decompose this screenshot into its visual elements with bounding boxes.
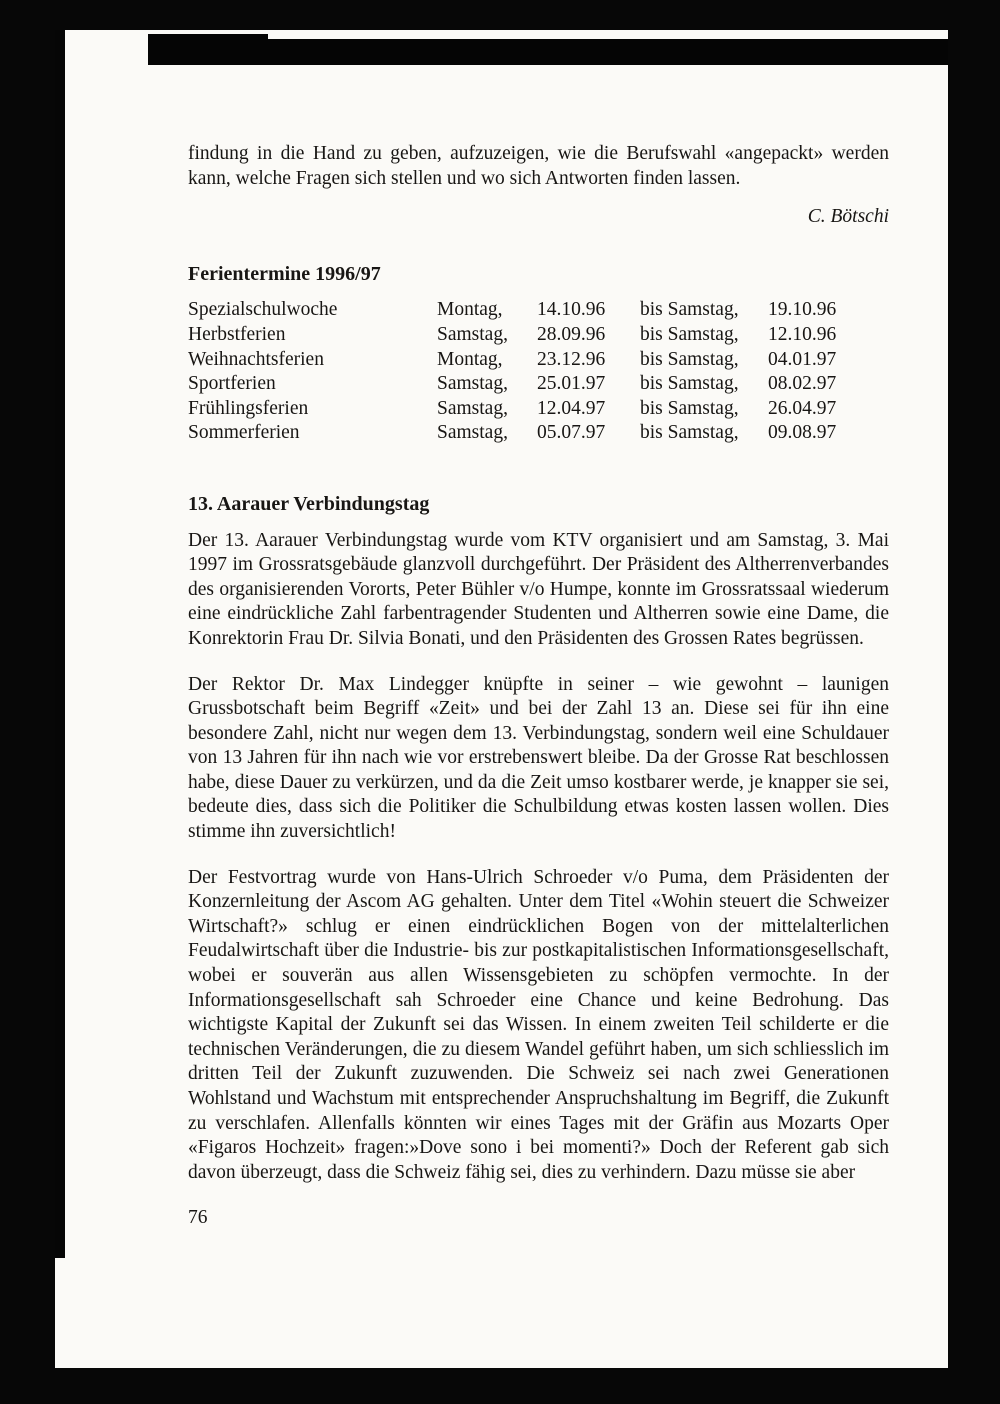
section-paragraph-1: Der 13. Aarauer Verbindungstag wurde vom KTV organisiert und am Samstag, 3. Mai 1997 im Grossratsgebäude glanzvoll durchgeführt. Der Präsident des Altherrenverbandes des organisierenden Vororts, Peter Bühler v/o Humpe, konnte im Grossratssaal wiederum eine eindrückliche Zahl farbentragender Studenten und Altherren sowie eine Dame, die Konrektorin Frau Dr. Silvia Bonati, und den Präsidenten des Grossen Rates begrüssen.	[188, 529, 889, 649]
ferien-start-date: 05.07.97	[537, 422, 606, 444]
ferien-start-date: 25.01.97	[537, 373, 606, 395]
ferien-row	[188, 397, 889, 422]
ferien-end-date: 08.02.97	[768, 373, 837, 395]
ferien-name: Sommerferien	[188, 422, 300, 444]
ferien-table	[188, 298, 889, 446]
author-signature: C. Bötschi	[807, 206, 889, 228]
ferien-name: Frühlingsferien	[188, 397, 309, 419]
ferien-end-date: 09.08.97	[768, 422, 837, 444]
ferien-bis: bis Samstag,	[640, 397, 739, 419]
page-number: 76	[188, 1207, 208, 1229]
ferien-start-day: Samstag,	[437, 323, 508, 345]
ferien-heading: Ferientermine 1996/97	[188, 262, 381, 285]
ferien-end-date: 04.01.97	[768, 348, 837, 370]
ferien-start-day: Montag,	[437, 348, 503, 370]
ferien-name: Sportferien	[188, 373, 276, 395]
ferien-start-date: 12.04.97	[537, 397, 606, 419]
ferien-name: Herbstferien	[188, 323, 286, 345]
ferien-row	[188, 372, 889, 397]
ferien-end-date: 12.10.96	[768, 323, 837, 345]
ferien-bis: bis Samstag,	[640, 373, 739, 395]
intro-paragraph: findung in die Hand zu geben, aufzuzeigen, wie die Berufswahl «angepackt» werden kann, welche Fragen sich stellen und wo sich Antworten finden lassen.	[188, 143, 889, 189]
ferien-row	[188, 421, 889, 446]
ferien-row	[188, 323, 889, 348]
ferien-start-date: 23.12.96	[537, 348, 606, 370]
page-content	[188, 142, 889, 1231]
ferien-start-date: 14.10.96	[537, 299, 606, 321]
section-paragraph-2: Der Rektor Dr. Max Lindegger knüpfte in seiner – wie gewohnt – launigen Grussbotschaft beim Begriff «Zeit» und bei der Zahl 13 an. Diese sei für ihn eine besondere Zahl, nicht nur wegen dem 13. Verbindungstag, sondern weil eine Schuldauer von 13 Jahren für ihn nach wie vor erstrebenswert bleibe. Da der Grosse Rat beschlossen habe, diese Dauer zu verkürzen, und da die Zeit umso kostbarer werde, je knapper sie sei, bedeute dies, dass sich die Politiker die Schulbildung etwas kosten lassen wollen. Dies stimme ihn zuversichtlich!	[188, 673, 889, 843]
ferien-bis: bis Samstag,	[640, 299, 739, 321]
section-paragraph-3: Der Festvortrag wurde von Hans-Ulrich Schroeder v/o Puma, dem Präsidenten der Konzernleitung der Ascom AG gehalten. Unter dem Titel «Wohin steuert die Schweizer Wirtschaft?» schlug er einen eindrücklichen Bogen von der mittelalterlichen Feudalwirtschaft über die Industrie- bis zur postkapitalistischen Informationsgesellschaft, wobei er souverän aus allen Wissensgebieten zu schöpfen vermochte. In der Informationsgesellschaft sah Schroeder eine Chance und keine Bedrohung. Das wichtigste Kapital der Zukunft sei das Wissen. In einem zweiten Teil schilderte er die technischen Veränderungen, die zu diesem Wandel geführt haben, um sich schliesslich im dritten Teil der Zukunft zuzuwenden. Die Schweiz sei nach zwei Generationen Wohlstand und Wachstum mit entsprechender Anspruchshaltung im Begriff, die Zukunft zu verschlafen. Allenfalls könnten wir eines Tages mit der Gräfin aus Mozarts Oper «Figaros Hochzeit» fragen:»Dove sono i bei momenti?» Doch der Referent gab sich davon überzeugt, dass die Schweiz fähig sei, dies zu verhindern. Dazu müsse sie aber	[188, 866, 889, 1183]
section-heading: 13. Aarauer Verbindungstag	[188, 492, 430, 515]
ferien-name: Weihnachtsferien	[188, 348, 324, 370]
ferien-bis: bis Samstag,	[640, 323, 739, 345]
ferien-start-date: 28.09.96	[537, 323, 606, 345]
ferien-row	[188, 298, 889, 323]
scan-artifact-top-band	[148, 39, 948, 65]
ferien-start-day: Samstag,	[437, 397, 508, 419]
ferien-bis: bis Samstag,	[640, 348, 739, 370]
ferien-start-day: Montag,	[437, 299, 503, 321]
ferien-start-day: Samstag,	[437, 422, 508, 444]
ferien-row	[188, 348, 889, 373]
ferien-start-day: Samstag,	[437, 373, 508, 395]
ferien-end-date: 26.04.97	[768, 397, 837, 419]
scan-artifact-left-band	[55, 30, 65, 1258]
document-page	[55, 30, 948, 1368]
ferien-bis: bis Samstag,	[640, 422, 739, 444]
ferien-name: Spezialschulwoche	[188, 299, 338, 321]
ferien-end-date: 19.10.96	[768, 299, 837, 321]
